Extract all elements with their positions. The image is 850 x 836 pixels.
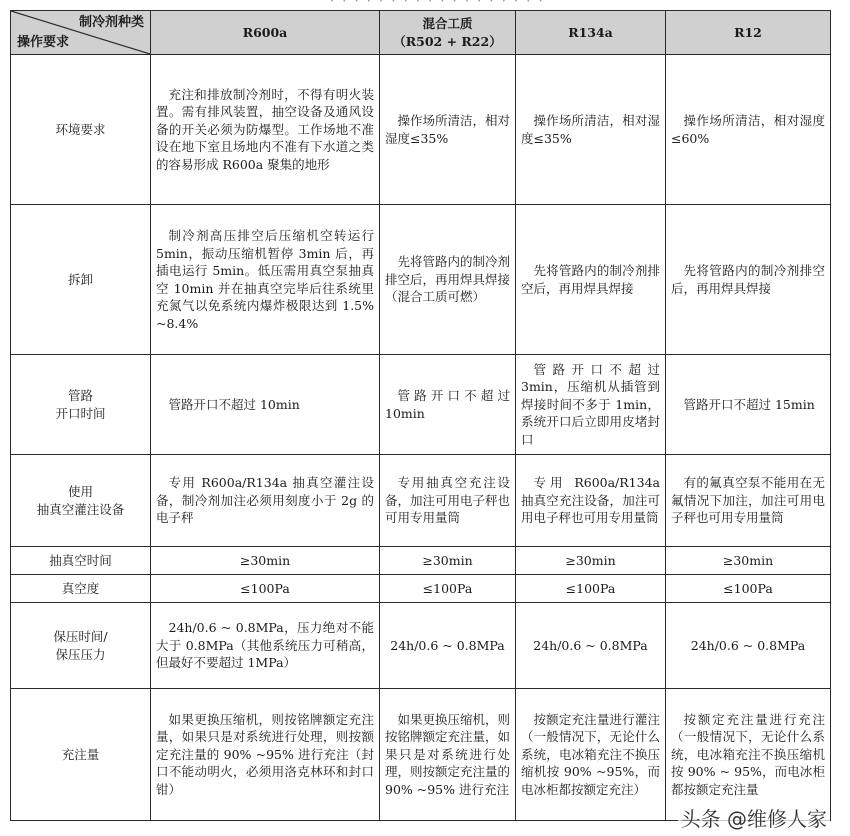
table-cell: 先将管路内的制冷剂排空后，再用焊具焊接 <box>516 205 666 355</box>
table-cell: 24h/0.6 ~ 0.8MPa <box>380 603 516 689</box>
column-header-r134a: R134a <box>516 11 666 55</box>
table-cell: 操作场所清洁，相对湿度≤60% <box>666 55 831 205</box>
table-cell: ≤100Pa <box>151 575 380 603</box>
row-label: 拆卸 <box>11 205 151 355</box>
table-cell: 专用抽真空充注设备，加注可用电子秤也可用专用量筒 <box>380 455 516 547</box>
table-row <box>11 205 831 355</box>
cropped-caption: · · · · · · · · · · · · · · · · · · <box>330 0 545 9</box>
row-label: 管路 开口时间 <box>11 355 151 455</box>
table-row <box>11 355 831 455</box>
row-label: 真空度 <box>11 575 151 603</box>
table-cell: 24h/0.6 ~ 0.8MPa <box>516 603 666 689</box>
table-row <box>11 455 831 547</box>
row-label: 环境要求 <box>11 55 151 205</box>
table-cell: 专用 R600a/R134a 抽真空灌注设备，制冷剂加注必须用刻度小于 2g 的电子秤 <box>151 455 380 547</box>
table-cell: 管路开口不超过 10min <box>151 355 380 455</box>
table-cell: 充注和排放制冷剂时，不得有明火装置。需有排风装置，抽空设备及通风设备的开关必须为防爆型。工作场地不准设在地下室且场地内不准有下水道之类的容易形成 R600a 聚集的地形 <box>151 55 380 205</box>
table-cell: ≥30min <box>380 547 516 575</box>
table-cell: 如果更换压缩机，则按铭牌额定充注量，如果只是对系统进行处理，则按额定充注量的 90% ~95% 进行充注（封口不能动明火，必须用洛克林环和封口钳） <box>151 689 380 821</box>
column-header-r600a: R600a <box>151 11 380 55</box>
table-cell: 24h/0.6 ~ 0.8MPa <box>666 603 831 689</box>
table-cell: 操作场所清洁，相对湿度≤35% <box>380 55 516 205</box>
row-label: 充注量 <box>11 689 151 821</box>
corner-header <box>11 11 151 55</box>
refrigerant-operation-table <box>10 10 831 821</box>
table-row <box>11 55 831 205</box>
table-cell: 专用 R600a/R134a 抽真空充注设备，加注可用电子秤也可用专用量筒 <box>516 455 666 547</box>
row-label: 抽真空时间 <box>11 547 151 575</box>
table-cell: 管路开口不超过 10min <box>380 355 516 455</box>
corner-top-label: 制冷剂种类 <box>78 15 144 30</box>
header-row <box>11 11 831 55</box>
table-row <box>11 603 831 689</box>
table-row <box>11 547 831 575</box>
table-cell: ≤100Pa <box>516 575 666 603</box>
table-row <box>11 689 831 821</box>
table-cell: ≥30min <box>516 547 666 575</box>
column-header-r12: R12 <box>666 11 831 55</box>
column-header-mixed: 混合工质 （R502 + R22） <box>380 11 516 55</box>
watermark: 头条 @维修人家 <box>678 803 830 832</box>
table-cell: 先将管路内的制冷剂排空后，再用焊具焊接 <box>666 205 831 355</box>
row-label: 使用 抽真空灌注设备 <box>11 455 151 547</box>
table-cell: 按额定充注量进行充注（一般情况下，无论什么系统，电冰箱充注不换压缩机按 90% ~ 95%，而电冰柜都按额定充注量 <box>666 689 831 821</box>
table-cell: 先将管路内的制冷剂排空后，再用焊具焊接（混合工质可燃） <box>380 205 516 355</box>
table-cell: 管路开口不超过 15min <box>666 355 831 455</box>
table-row <box>11 575 831 603</box>
row-label: 保压时间/ 保压压力 <box>11 603 151 689</box>
corner-bottom-label: 操作要求 <box>17 34 70 50</box>
table-cell: 如果更换压缩机，则按铭牌额定充注量，如果只是对系统进行处理，则按额定充注量的 90% ~95% 进行充注 <box>380 689 516 821</box>
table-cell: 操作场所清洁，相对湿度≤35% <box>516 55 666 205</box>
table-cell: 管路开口不超过 3min，压缩机从插管到焊接时间不多于 1min，系统开口后立即用皮堵封口 <box>516 355 666 455</box>
table-cell: 按额定充注量进行灌注（一般情况下，无论什么系统，电冰箱充注不换压缩机按 90% ~95%，而电冰柜都按额定充注） <box>516 689 666 821</box>
table-cell: 制冷剂高压排空后压缩机空转运行 5min，振动压缩机暂停 3min 后，再插电运行 5min。低压需用真空泵抽真空 10min 并在抽真空完毕后往系统里充氮气以免系统内爆炸极限达到 1.5% ~8.4% <box>151 205 380 355</box>
table-cell: ≤100Pa <box>380 575 516 603</box>
table-cell: ≥30min <box>151 547 380 575</box>
table-cell: 24h/0.6 ~ 0.8MPa，压力绝对不能大于 0.8MPa（其他系统压力可稍高，但最好不要超过 1MPa） <box>151 603 380 689</box>
table-cell: 有的氟真空泵不能用在无氟情况下加注，加注可用电子秤也可用专用量筒 <box>666 455 831 547</box>
table-cell: ≤100Pa <box>666 575 831 603</box>
table-cell: ≥30min <box>666 547 831 575</box>
